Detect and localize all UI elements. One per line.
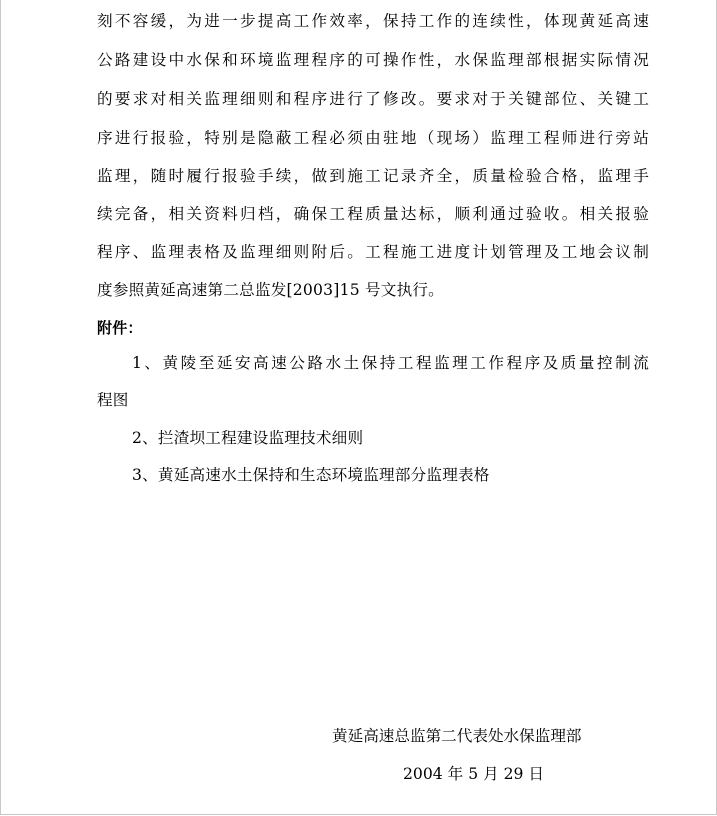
signature-date: 2004 年 5 月 29 日 bbox=[403, 765, 545, 783]
body-line-1: 刻不容缓，为进一步提高工作效率，保持工作的连续性，体现黄延高速 bbox=[97, 12, 649, 30]
body-line-5: 监理，随时履行报验手续，做到施工记录齐全，质量检验合格，监理手 bbox=[97, 167, 649, 185]
attachment-item-3: 3、黄延高速水土保持和生态环境监理部分监理表格 bbox=[132, 466, 490, 484]
body-line-6: 续完备，相关资料归档，确保工程质量达标，顺利通过验收。相关报验 bbox=[97, 205, 649, 223]
signature-organization: 黄延高速总监第二代表处水保监理部 bbox=[332, 727, 582, 745]
body-line-4: 序进行报验，特别是隐蔽工程必须由驻地（现场）监理工程师进行旁站 bbox=[97, 129, 649, 147]
body-line-8: 度参照黄延高速第二总监发[2003]15 号文执行。 bbox=[97, 281, 444, 299]
attachment-item-1-line-1: 1、黄陵至延安高速公路水土保持工程监理工作程序及质量控制流 bbox=[132, 354, 649, 372]
attachment-item-1-line-2: 程图 bbox=[97, 391, 129, 409]
attachments-heading: 附件： bbox=[97, 319, 143, 337]
body-line-3: 的要求对相关监理细则和程序进行了修改。要求对于关键部位、关键工 bbox=[97, 90, 649, 108]
body-line-2: 公路建设中水保和环境监理程序的可操作性，水保监理部根据实际情况 bbox=[97, 51, 649, 69]
body-line-7: 程序、监理表格及监理细则附后。工程施工进度计划管理及工地会议制 bbox=[97, 243, 649, 261]
attachment-item-2: 2、拦渣坝工程建设监理技术细则 bbox=[132, 429, 364, 447]
